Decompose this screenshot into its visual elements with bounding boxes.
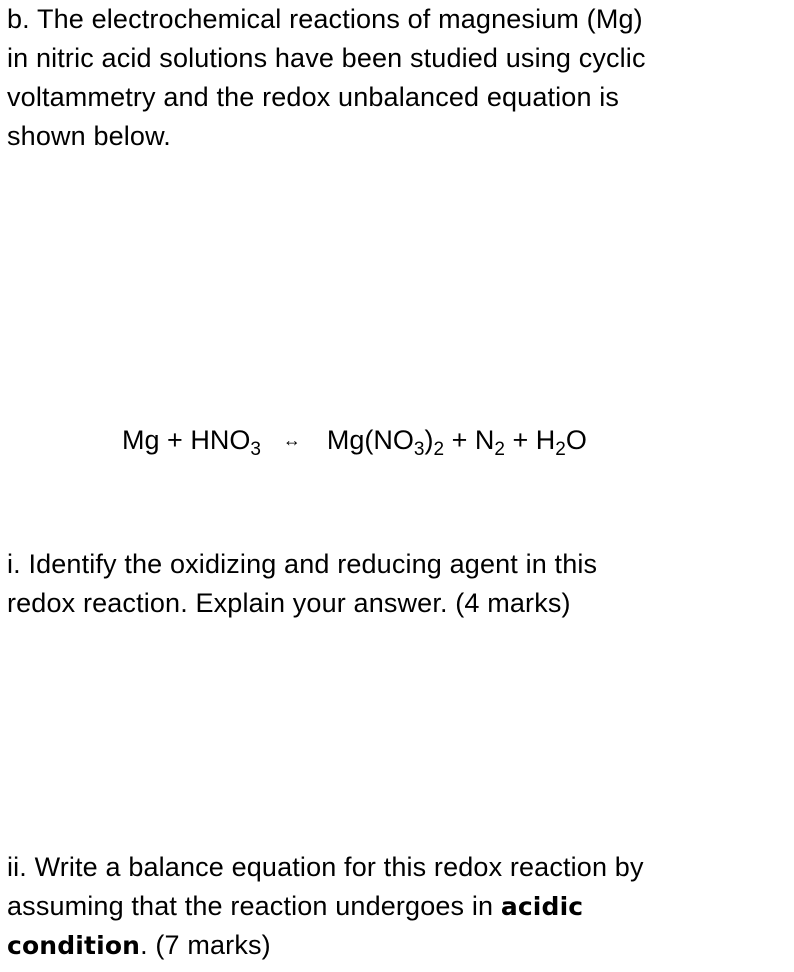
subscript-3-hno3: 3 [250,439,261,460]
hno-text: HNO [190,425,251,455]
h-text: H [535,425,556,455]
equilibrium-arrow: ↔ [282,430,301,450]
intro-line-3: voltammetry and the redox unbalanced equation is [7,82,620,112]
question-ii-line-3-text: . (7 marks) [140,930,271,960]
plus-sign-2: + [451,425,468,455]
intro-paragraph [7,0,646,156]
o-text: O [565,425,587,455]
question-ii-line-2 [7,887,644,926]
subscript-3-nitrate: 3 [413,439,425,460]
reactant-hno3 [190,425,261,460]
question-i [7,545,597,623]
question-ii-line-3 [7,926,644,965]
acidic-bold: acidic [500,892,584,921]
question-ii-line-2-text: assuming that the reaction undergoes in [7,891,501,921]
question-ii-line-1: ii. Write a balance equation for this redox reaction by [7,852,644,882]
intro-line-4: shown below. [7,121,171,151]
question-i-line-1: i. Identify the oxidizing and reducing agent in this [7,549,598,579]
close-paren: ) [424,425,434,455]
redox-equation [122,420,587,460]
question-ii [7,848,644,965]
plus-sign-1: + [167,425,183,455]
intro-line-1: b. The electrochemical reactions of magnesium (Mg) [7,4,643,34]
subscript-2-h2o: 2 [555,439,566,460]
mgno-text: Mg(NO [326,425,414,455]
product-n2 [474,425,505,460]
subscript-2-n2: 2 [494,439,505,460]
subscript-2-nitrate: 2 [433,439,445,460]
condition-bold: condition [7,931,141,960]
intro-line-2: in nitric acid solutions have been studied using cyclic [7,43,646,73]
product-mgno32 [326,425,445,460]
product-h2o [535,425,587,460]
question-i-line-2: redox reaction. Explain your answer. (4 marks) [7,588,571,618]
reactant-mg: Mg [122,425,160,455]
n-text: N [474,425,495,455]
plus-sign-3: + [512,425,529,455]
